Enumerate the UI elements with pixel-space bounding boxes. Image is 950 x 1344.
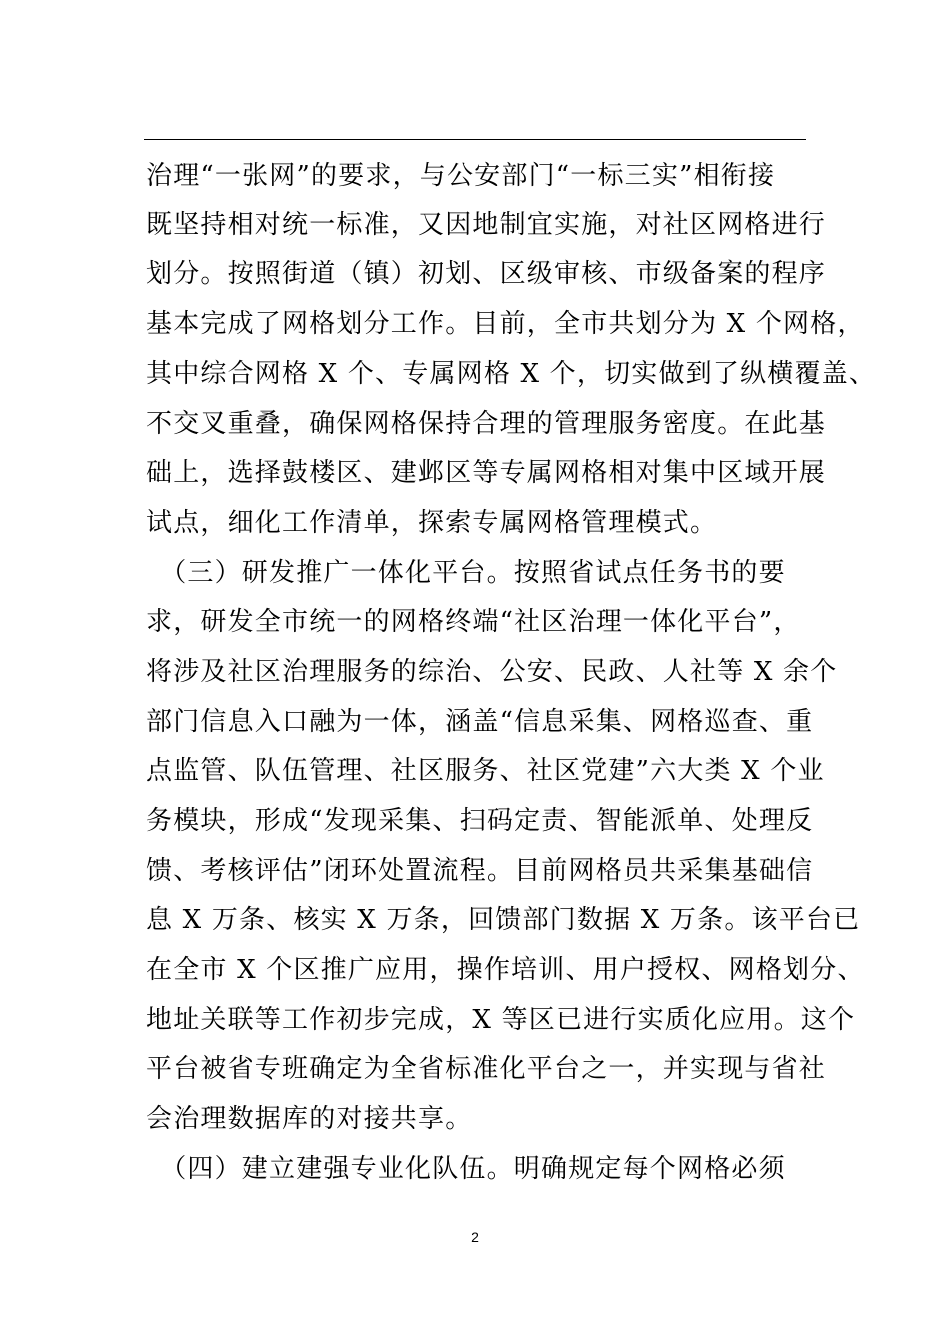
text-line: 础上，选择鼓楼区、建邺区等专属网格相对集中区域开展 (146, 458, 827, 488)
text-line: 在全市 X 个区推广应用，操作培训、用户授权、网格划分、 (146, 955, 865, 985)
text-line: 将涉及社区治理服务的综治、公安、民政、人社等 X 余个 (146, 657, 838, 687)
text-line: 息 X 万条、核实 X 万条，回馈部门数据 X 万条。该平台已 (146, 905, 861, 935)
section-heading-line: （三）研发推广一体化平台。按照省试点任务书的要 (146, 558, 786, 588)
text-line: 治理“一张网”的要求，与公安部门“一标三实”相衔接 (146, 161, 776, 191)
text-line: 部门信息入口融为一体，涵盖“信息采集、网格巡查、重 (146, 707, 814, 737)
page-number: 2 (471, 1229, 479, 1245)
header-rule (144, 139, 806, 140)
text-line: 试点，细化工作清单，探索专属网格管理模式。 (146, 508, 718, 538)
text-line: 地址关联等工作初步完成，X 等区已进行实质化应用。这个 (146, 1005, 856, 1035)
text-line: 既坚持相对统一标准，又因地制宜实施，对社区网格进行 (146, 210, 827, 240)
text-line: 平台被省专班确定为全省标准化平台之一，并实现与省社 (146, 1054, 827, 1084)
text-line: 不交叉重叠，确保网格保持合理的管理服务密度。在此基 (146, 409, 827, 439)
section-heading-line: （四）建立建强专业化队伍。明确规定每个网格必须 (146, 1154, 786, 1184)
text-line: 其中综合网格 X 个、专属网格 X 个，切实做到了纵横覆盖、 (146, 359, 877, 389)
text-line: 馈、考核评估”闭环处置流程。目前网格员共采集基础信 (146, 856, 814, 886)
text-line: 点监管、队伍管理、社区服务、社区党建”六大类 X 个业 (146, 756, 825, 786)
text-line: 务模块，形成“发现采集、扫码定责、智能派单、处理反 (146, 806, 814, 836)
text-line: 基本完成了网格划分工作。目前，全市共划分为 X 个网格， (146, 309, 865, 339)
text-line: 会治理数据库的对接共享。 (146, 1104, 473, 1134)
text-line: 求，研发全市统一的网格终端“社区治理一体化平台”， (146, 607, 801, 637)
text-line: 划分。按照街道（镇）初划、区级审核、市级备案的程序 (146, 259, 827, 289)
